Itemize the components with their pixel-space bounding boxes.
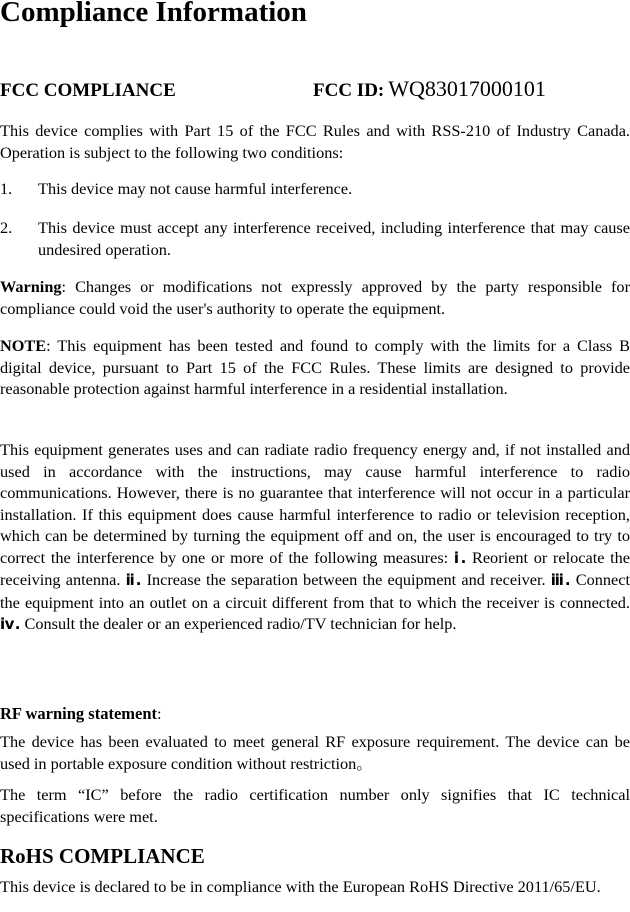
- ic-statement: The term “IC” before the radio certification number only signifies that IC technical specifications were met.: [0, 785, 630, 826]
- measure-text: Consult the dealer or an experienced radio/TV technician for help.: [20, 614, 457, 633]
- rf-heading: RF warning statement: [0, 704, 158, 723]
- warning-label: Warning: [0, 277, 62, 296]
- measure-marker: ⅲ.: [550, 571, 571, 589]
- note-paragraph: [0, 335, 630, 400]
- fcc-heading-row: [0, 76, 630, 104]
- note-block: [0, 335, 630, 400]
- rohs-statement: This device is declared to be in compliance with the European RoHS Directive 2011/65/EU.: [0, 877, 601, 896]
- fcc-intro-block: [0, 120, 630, 163]
- warning-text: : Changes or modifications not expressly approved by the party responsible for compliance could void the user's authority to operate the equipment.: [0, 277, 630, 318]
- condition-item: [0, 217, 630, 260]
- page-title: Compliance Information: [0, 0, 307, 28]
- rf-heading-block: [0, 703, 630, 725]
- measure-marker: ⅱ.: [125, 571, 142, 589]
- equipment-text: This equipment generates uses and can radiate radio frequency energy and, if not installed and used in accordance with the instructions, may cause harmful interference to radio communications. However, there is no guarantee that interference will not occur in a particular installation. If this equipment does cause harmful interference to radio or television reception, which can be determined by turning the equipment off and on, the user is encouraged to try to correct the interference by one or more of the following measures:: [0, 440, 630, 567]
- fcc-id-label: FCC ID:: [313, 80, 385, 101]
- rf-statement-block: [0, 731, 630, 774]
- measure-text: Connect the equipment into an outlet on a circuit different from that to which the receiver is connected.: [0, 570, 630, 612]
- ic-statement-block: [0, 784, 630, 827]
- measure-text: Reorient or relocate the receiving antenna.: [0, 547, 630, 589]
- rohs-block: [0, 876, 630, 898]
- measure-text: Increase the separation between the equipment and receiver.: [141, 570, 551, 589]
- note-text: : This equipment has been tested and found to comply with the limits for a Class B digital device, pursuant to Part 15 of the FCC Rules. These limits are designed to provide reasonable protection against harmful interference in a residential installation.: [0, 336, 630, 398]
- warning-paragraph: [0, 276, 630, 319]
- warning-block: [0, 276, 630, 319]
- rohs-heading: RoHS COMPLIANCE: [0, 844, 205, 868]
- measure-marker: ⅰ.: [453, 548, 467, 567]
- condition-text: This device must accept any interference received, including interference that may cause undesired operation.: [38, 218, 630, 259]
- note-label: NOTE: [0, 336, 47, 355]
- rf-heading-colon: :: [157, 704, 162, 723]
- condition-number: 2.: [0, 218, 13, 237]
- measure-marker: ⅳ.: [0, 615, 21, 633]
- rf-heading-line: [0, 703, 630, 725]
- fcc-id: [313, 76, 546, 102]
- condition-number: 1.: [0, 179, 13, 198]
- fcc-compliance-heading: FCC COMPLIANCE: [0, 80, 176, 101]
- equipment-paragraph: [0, 439, 630, 636]
- condition-text: This device may not cause harmful interference.: [38, 179, 353, 198]
- fcc-id-value: WQ83017000101: [388, 76, 546, 101]
- condition-item: [0, 178, 630, 200]
- equipment-block: [0, 439, 630, 636]
- fcc-intro: This device complies with Part 15 of the FCC Rules and with RSS-210 of Industry Canada. Operation is subject to the following two conditions:: [0, 121, 630, 162]
- rf-statement: The device has been evaluated to meet general RF exposure requirement. The device can be used in portable exposure condition without restriction。: [0, 732, 630, 773]
